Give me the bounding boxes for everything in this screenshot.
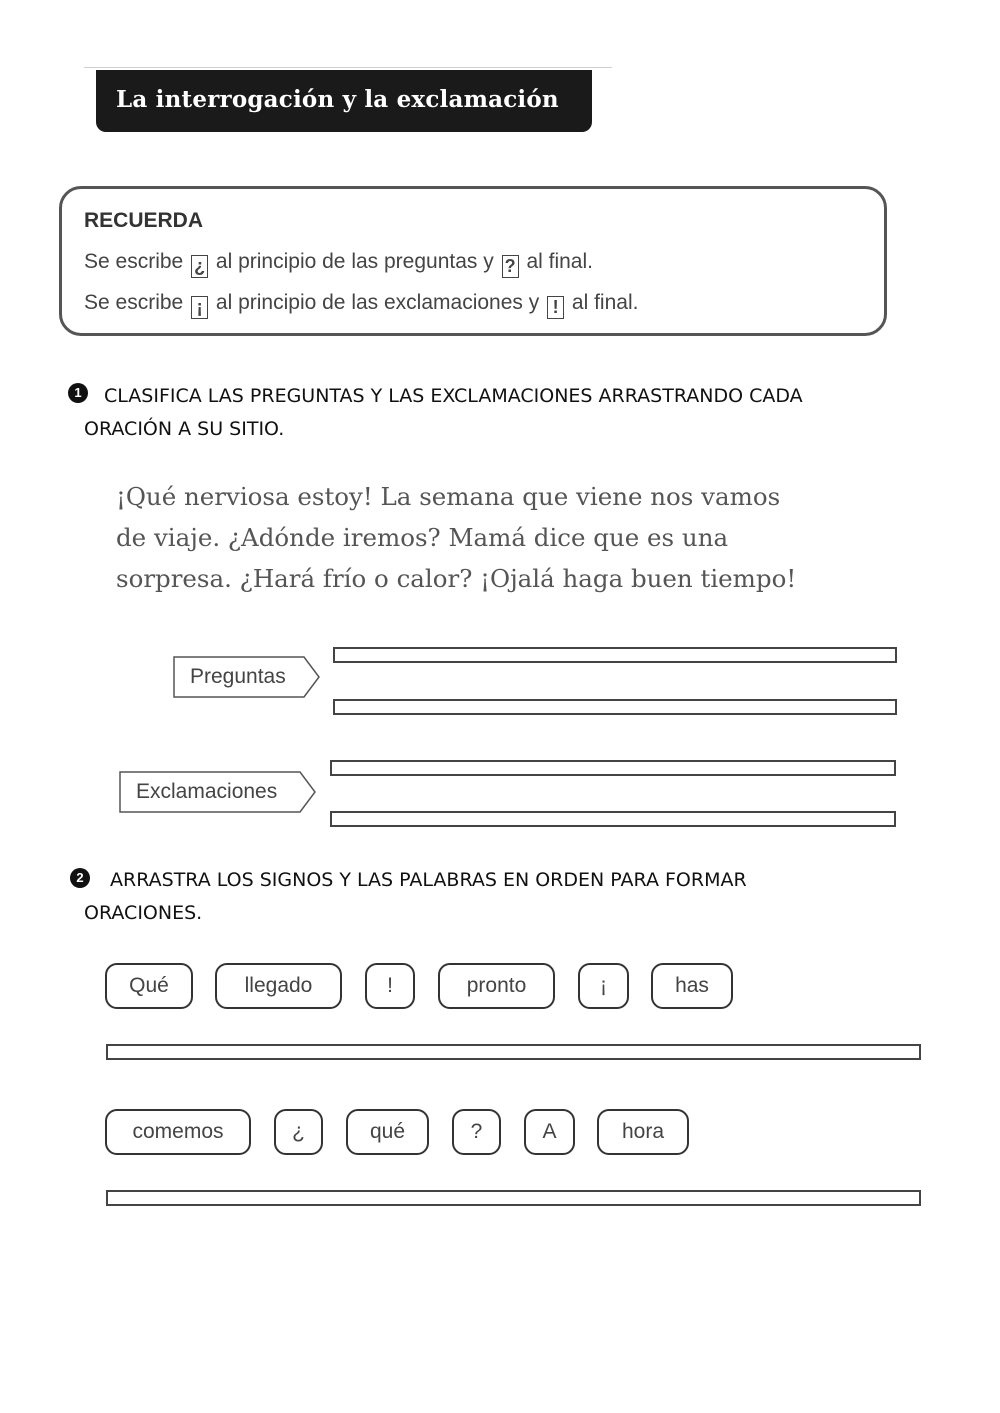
- title-banner: [96, 70, 592, 132]
- word-tile[interactable]: pronto: [438, 963, 555, 1009]
- exercise-1-instruction-line1: CLASIFICA LAS PREGUNTAS Y LAS EXCLAMACIONES ARRASTRANDO CADA: [104, 385, 803, 407]
- top-divider: [84, 67, 612, 68]
- rule-text: Se escribe: [84, 250, 184, 273]
- word-tile[interactable]: Qué: [105, 963, 193, 1009]
- word-tile[interactable]: qué: [346, 1109, 429, 1155]
- passage-line: sorpresa. ¿Hará frío o calor? ¡Ojalá haga buen tiempo!: [116, 564, 797, 593]
- word-tile[interactable]: has: [651, 963, 733, 1009]
- rule-text: al final.: [526, 250, 593, 273]
- rule-text: al principio de las preguntas y: [215, 250, 494, 273]
- exclamation-mark-box: !: [547, 296, 564, 319]
- word-tile[interactable]: hora: [597, 1109, 689, 1155]
- recuerda-title: RECUERDA: [84, 209, 204, 232]
- inverted-question-mark-box: ¿: [191, 255, 208, 278]
- inverted-exclamation-mark-box: ¡: [191, 296, 208, 319]
- rule-text: al principio de las exclamaciones y: [215, 291, 540, 314]
- drop-zone-sentence-2[interactable]: [106, 1190, 921, 1206]
- drop-zone-exclamation-1[interactable]: [330, 760, 896, 776]
- label-preguntas-text: Preguntas: [190, 665, 286, 688]
- rule-text: Se escribe: [84, 291, 184, 314]
- word-tile[interactable]: ¿: [274, 1109, 323, 1155]
- rule-exclamations: [84, 291, 638, 319]
- drop-zone-question-1[interactable]: [333, 647, 897, 663]
- exercise-2-number: 2: [70, 868, 90, 888]
- question-mark-box: ?: [502, 255, 519, 278]
- recuerda-box: [59, 186, 887, 336]
- drop-zone-sentence-1[interactable]: [106, 1044, 921, 1060]
- word-tile[interactable]: !: [365, 963, 415, 1009]
- word-tile[interactable]: ?: [452, 1109, 501, 1155]
- label-preguntas: [173, 656, 321, 698]
- exercise-2-instruction-line2: ORACIONES.: [84, 902, 203, 924]
- page-title: La interrogación y la exclamación: [116, 86, 559, 113]
- word-tile[interactable]: A: [524, 1109, 575, 1155]
- passage-line: de viaje. ¿Adónde iremos? Mamá dice que es una: [116, 523, 729, 552]
- drop-zone-exclamation-2[interactable]: [330, 811, 896, 827]
- exercise-2-instruction-line1: ARRASTRA LOS SIGNOS Y LAS PALABRAS EN ORDEN PARA FORMAR: [110, 869, 747, 891]
- exercise-1-number: 1: [68, 383, 88, 403]
- word-tile[interactable]: comemos: [105, 1109, 251, 1155]
- drop-zone-question-2[interactable]: [333, 699, 897, 715]
- reading-passage: [116, 476, 816, 599]
- rule-text: al final.: [571, 291, 639, 314]
- word-tile[interactable]: llegado: [215, 963, 342, 1009]
- passage-line: ¡Qué nerviosa estoy! La semana que viene nos vamos: [116, 482, 781, 511]
- label-exclamaciones: [119, 771, 317, 813]
- word-tile[interactable]: ¡: [578, 963, 629, 1009]
- label-exclamaciones-text: Exclamaciones: [136, 780, 278, 803]
- exercise-1-instruction-line2: ORACIÓN A SU SITIO.: [84, 418, 285, 440]
- rule-questions: [84, 250, 593, 278]
